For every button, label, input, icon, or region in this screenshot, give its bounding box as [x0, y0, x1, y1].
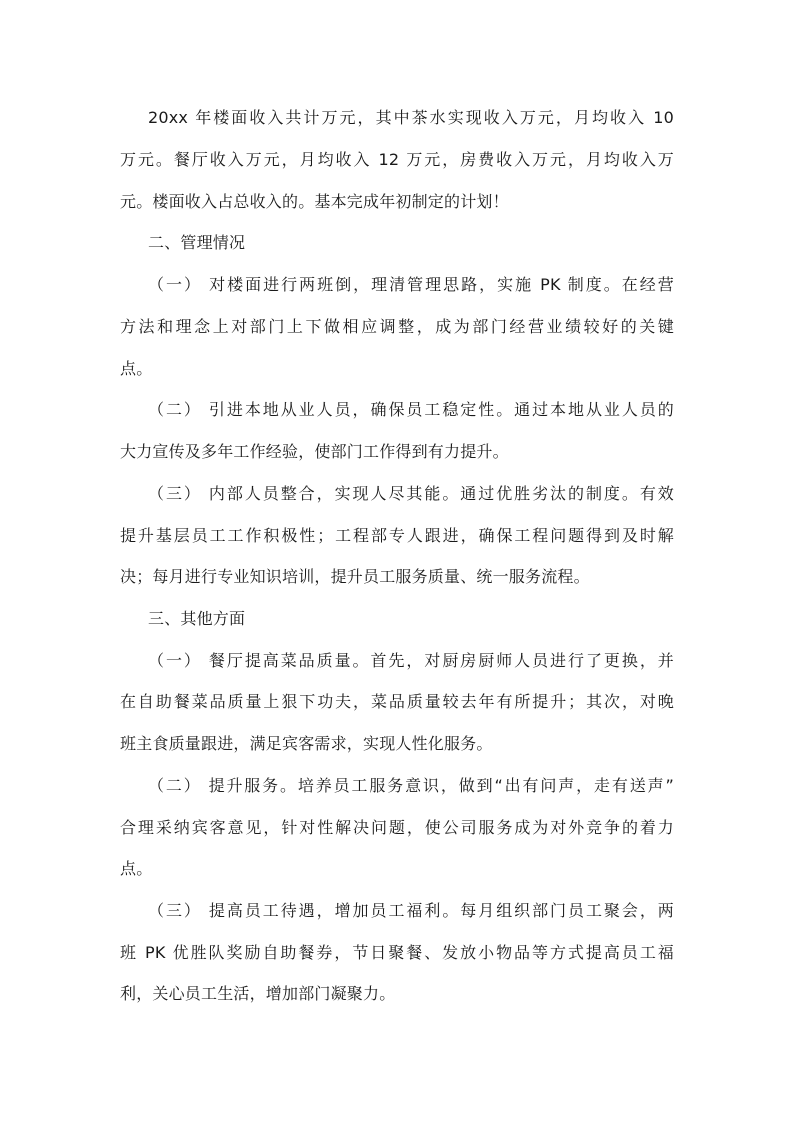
- paragraph-line: 大力宣传及多年工作经验，使部门工作得到有力提升。: [120, 442, 509, 461]
- paragraph-line: （三） 提高员工待遇，增加员工福利。每月组织部门员工聚会，两: [148, 901, 674, 920]
- paragraph-line: 万元。餐厅收入万元，月均收入 12 万元，房费收入万元，月均收入万: [120, 150, 674, 169]
- paragraph-line: （一） 餐厅提高菜品质量。首先，对厨房厨师人员进行了更换，并: [148, 651, 674, 670]
- paragraph-line: 班 PK 优胜队奖励自助餐券，节日聚餐、发放小物品等方式提高员工福: [120, 943, 674, 962]
- paragraph-line: 决；每月进行专业知识培训，提升员工服务质量、统一服务流程。: [120, 567, 590, 586]
- paragraph-line: （二） 引进本地从业人员，确保员工稳定性。通过本地从业人员的: [148, 400, 674, 419]
- paragraph-line: （二） 提升服务。培养员工服务意识，做到“出有问声，走有送声”: [148, 776, 674, 795]
- paragraph-line: 合理采纳宾客意见，针对性解决问题，使公司服务成为对外竞争的着力: [120, 818, 674, 837]
- paragraph-line: 元。楼面收入占总收入的。基本完成年初制定的计划！: [120, 192, 509, 211]
- paragraph-line: 利，关心员工生活，增加部门凝聚力。: [120, 984, 396, 1003]
- paragraph-line: 班主食质量跟进，满足宾客需求，实现人性化服务。: [120, 734, 493, 753]
- section-heading: 二、管理情况: [148, 233, 246, 252]
- paragraph-line: 在自助餐菜品质量上狠下功夫，菜品质量较去年有所提升；其次，对晚: [120, 692, 674, 711]
- paragraph-line: 20xx 年楼面收入共计万元，其中茶水实现收入万元，月均收入 10: [148, 108, 674, 127]
- paragraph-line: 方法和理念上对部门上下做相应调整，成为部门经营业绩较好的关键: [120, 317, 674, 336]
- paragraph-line: （三） 内部人员整合，实现人尽其能。通过优胜劣汰的制度。有效: [148, 484, 674, 503]
- paragraph-line: 提升基层员工工作积极性；工程部专人跟进，确保工程问题得到及时解: [120, 526, 674, 545]
- paragraph-line: 点。: [120, 359, 153, 378]
- section-heading: 三、其他方面: [148, 609, 246, 628]
- paragraph-line: 点。: [120, 859, 153, 878]
- paragraph-line: （一） 对楼面进行两班倒，理清管理思路，实施 PK 制度。在经营: [148, 275, 674, 294]
